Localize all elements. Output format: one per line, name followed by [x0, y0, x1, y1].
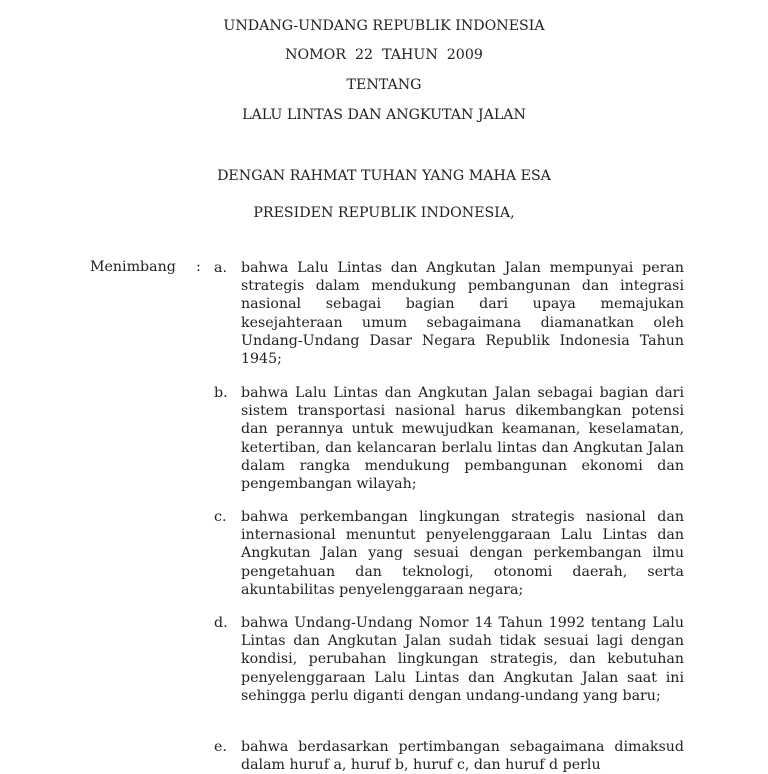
law-subject: LALU LINTAS DAN ANGKUTAN JALAN	[242, 107, 526, 123]
consideration-item-e	[214, 738, 684, 774]
item-letter: d.	[214, 615, 228, 631]
preamble-blessing: DENGAN RAHMAT TUHAN YANG MAHA ESA	[217, 168, 551, 184]
item-text: bahwa Undang-Undang Nomor 14 Tahun 1992 tentang Lalu Lintas dan Angkutan Jalan sudah tidak sesuai lagi dengan kondisi, perubahan lingkungan strategis, dan kebutuhan penyelenggaraan Lalu Lintas dan Angkutan Jalan saat ini sehingga perlu diganti dengan undang-undang yang baru;	[241, 615, 684, 704]
consideration-item-c	[214, 508, 684, 599]
menimbang-label: Menimbang	[90, 259, 176, 275]
consideration-item-b	[214, 384, 684, 493]
item-letter: a.	[214, 260, 227, 276]
consideration-item-a	[214, 259, 684, 368]
item-text: bahwa Lalu Lintas dan Angkutan Jalan sebagai bagian dari sistem transportasi nasional harus dikembangkan potensi dan perannya untuk mewujudkan keamanan, keselamatan, ketertiban, dan kelancaran berlalu lintas dan Angkutan Jalan dalam rangka mendukung pembangunan ekonomi dan pengembangan wilayah;	[241, 385, 684, 493]
tentang-label: TENTANG	[346, 77, 422, 93]
item-text: bahwa perkembangan lingkungan strategis nasional dan internasional menuntut penyelenggaraan Lalu Lintas dan Angkutan Jalan yang sesuai dengan perkembangan ilmu pengetahuan dan teknologi, otonomi daerah, serta akuntabilitas penyelenggaraan negara;	[241, 509, 684, 598]
item-letter: e.	[214, 739, 227, 755]
law-title: UNDANG-UNDANG REPUBLIK INDONESIA	[223, 18, 545, 34]
item-letter: b.	[214, 385, 228, 401]
consideration-item-d	[214, 614, 684, 705]
law-number: NOMOR 22 TAHUN 2009	[285, 47, 483, 63]
item-text: bahwa berdasarkan pertimbangan sebagaimana dimaksud dalam huruf a, huruf b, huruf c, dan huruf d perlu	[241, 739, 684, 774]
president-heading: PRESIDEN REPUBLIK INDONESIA,	[253, 205, 515, 221]
menimbang-colon: :	[196, 259, 201, 275]
item-text: bahwa Lalu Lintas dan Angkutan Jalan mempunyai peran strategis dalam mendukung pembangunan dan integrasi nasional sebagai bagian dari upaya memajukan kesejahteraan umum sebagaimana diamanatkan oleh Undang-Undang Dasar Negara Republik Indonesia Tahun 1945;	[241, 260, 684, 368]
item-letter: c.	[214, 509, 227, 525]
